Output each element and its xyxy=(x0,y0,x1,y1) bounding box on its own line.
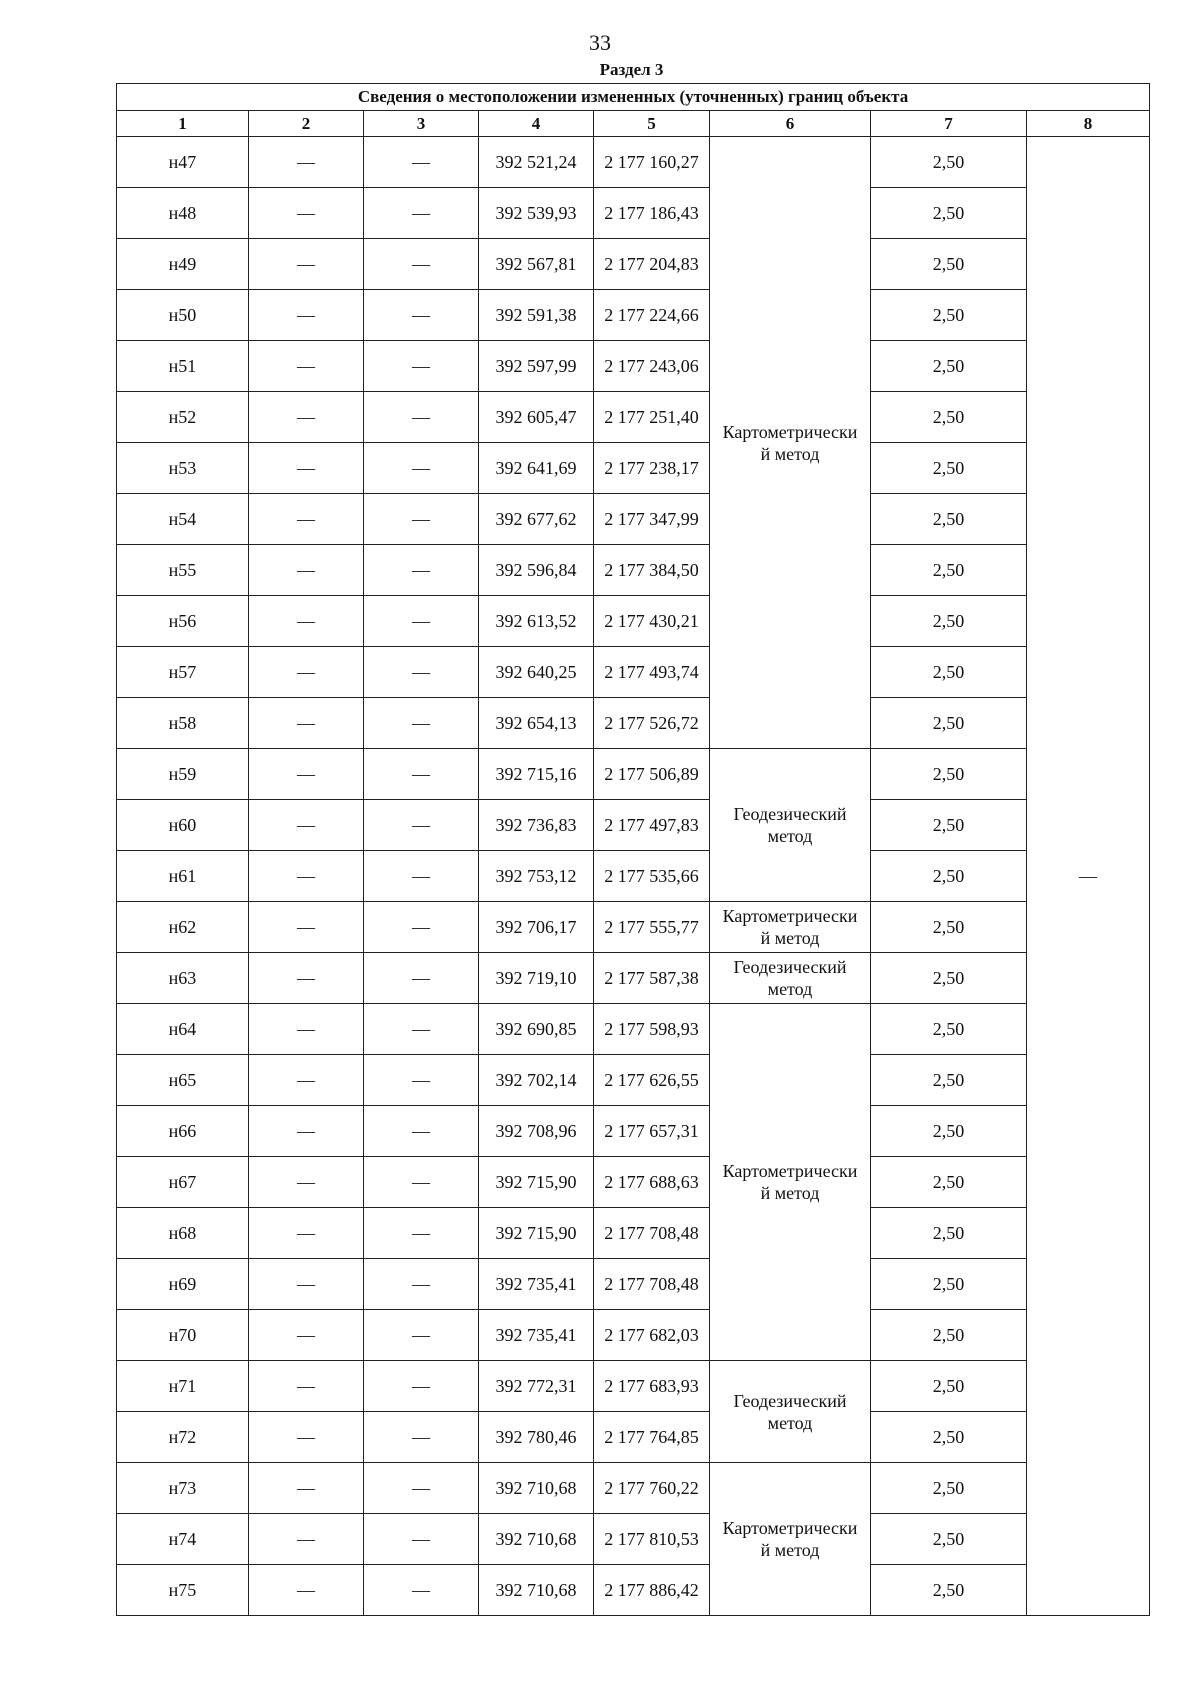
coordinate-y: 2 177 224,66 xyxy=(594,290,710,341)
method-line: метод xyxy=(767,826,813,846)
column-number: 8 xyxy=(1027,111,1150,137)
coordinate-x: 392 567,81 xyxy=(479,239,594,290)
accuracy: 2,50 xyxy=(871,1412,1027,1463)
table-row xyxy=(117,1208,1150,1259)
col2-dash: — xyxy=(249,1055,364,1106)
col2-dash: — xyxy=(249,647,364,698)
coordinate-x: 392 654,13 xyxy=(479,698,594,749)
col3-dash: — xyxy=(364,596,479,647)
col3-dash: — xyxy=(364,1208,479,1259)
col2-dash: — xyxy=(249,1259,364,1310)
point-id: н64 xyxy=(117,1004,249,1055)
point-id: н72 xyxy=(117,1412,249,1463)
coordinate-x: 392 641,69 xyxy=(479,443,594,494)
col2-dash: — xyxy=(249,698,364,749)
method-line: Картометрически xyxy=(722,906,858,926)
table-row xyxy=(117,1361,1150,1412)
table-row xyxy=(117,1412,1150,1463)
accuracy: 2,50 xyxy=(871,341,1027,392)
table-row xyxy=(117,239,1150,290)
accuracy: 2,50 xyxy=(871,596,1027,647)
coordinate-y: 2 177 238,17 xyxy=(594,443,710,494)
point-id: н69 xyxy=(117,1259,249,1310)
point-id: н47 xyxy=(117,137,249,188)
coordinate-x: 392 710,68 xyxy=(479,1514,594,1565)
coordinate-x: 392 708,96 xyxy=(479,1106,594,1157)
accuracy: 2,50 xyxy=(871,1157,1027,1208)
method-line: метод xyxy=(767,979,813,999)
coordinate-x: 392 735,41 xyxy=(479,1310,594,1361)
point-id: н73 xyxy=(117,1463,249,1514)
col2-dash: — xyxy=(249,545,364,596)
point-id: н54 xyxy=(117,494,249,545)
col3-dash: — xyxy=(364,953,479,1004)
coordinate-x: 392 596,84 xyxy=(479,545,594,596)
col2-dash: — xyxy=(249,1412,364,1463)
coordinate-x: 392 736,83 xyxy=(479,800,594,851)
point-id: н49 xyxy=(117,239,249,290)
method-cell xyxy=(710,137,871,749)
accuracy: 2,50 xyxy=(871,137,1027,188)
col3-dash: — xyxy=(364,137,479,188)
page-number: 33 xyxy=(589,30,611,55)
col3-dash: — xyxy=(364,290,479,341)
accuracy: 2,50 xyxy=(871,902,1027,953)
coordinate-y: 2 177 204,83 xyxy=(594,239,710,290)
col2-dash: — xyxy=(249,392,364,443)
coordinate-x: 392 591,38 xyxy=(479,290,594,341)
point-id: н60 xyxy=(117,800,249,851)
col3-dash: — xyxy=(364,494,479,545)
col3-dash: — xyxy=(364,698,479,749)
point-id: н65 xyxy=(117,1055,249,1106)
accuracy: 2,50 xyxy=(871,749,1027,800)
coordinate-y: 2 177 555,77 xyxy=(594,902,710,953)
col3-dash: — xyxy=(364,647,479,698)
col3-dash: — xyxy=(364,902,479,953)
col2-dash: — xyxy=(249,1514,364,1565)
coordinate-x: 392 605,47 xyxy=(479,392,594,443)
method-cell xyxy=(710,749,871,902)
table-row xyxy=(117,1004,1150,1055)
column-number: 7 xyxy=(871,111,1027,137)
accuracy: 2,50 xyxy=(871,1055,1027,1106)
point-id: н51 xyxy=(117,341,249,392)
accuracy: 2,50 xyxy=(871,698,1027,749)
method-line: Картометрически xyxy=(722,1161,858,1181)
coordinate-y: 2 177 810,53 xyxy=(594,1514,710,1565)
coordinate-y: 2 177 497,83 xyxy=(594,800,710,851)
point-id: н62 xyxy=(117,902,249,953)
section-title: Раздел 3 xyxy=(599,60,664,79)
coordinate-y: 2 177 682,03 xyxy=(594,1310,710,1361)
coordinate-y: 2 177 160,27 xyxy=(594,137,710,188)
coordinate-x: 392 521,24 xyxy=(479,137,594,188)
col3-dash: — xyxy=(364,1463,479,1514)
point-id: н55 xyxy=(117,545,249,596)
col3-dash: — xyxy=(364,749,479,800)
table-row xyxy=(117,443,1150,494)
accuracy: 2,50 xyxy=(871,1106,1027,1157)
table-caption: Сведения о местоположении измененных (уточненных) границ объекта xyxy=(117,84,1150,111)
column-number: 5 xyxy=(594,111,710,137)
accuracy: 2,50 xyxy=(871,953,1027,1004)
col3-dash: — xyxy=(364,239,479,290)
table-row xyxy=(117,1514,1150,1565)
col2-dash: — xyxy=(249,749,364,800)
coordinate-x: 392 715,90 xyxy=(479,1157,594,1208)
table-row xyxy=(117,596,1150,647)
column8-cell: — xyxy=(1027,137,1150,1616)
column-number: 6 xyxy=(710,111,871,137)
accuracy: 2,50 xyxy=(871,800,1027,851)
table-row xyxy=(117,1463,1150,1514)
coordinate-y: 2 177 683,93 xyxy=(594,1361,710,1412)
col2-dash: — xyxy=(249,1208,364,1259)
col2-dash: — xyxy=(249,800,364,851)
method-line: Картометрически xyxy=(722,421,858,442)
table-row xyxy=(117,953,1150,1004)
accuracy: 2,50 xyxy=(871,1208,1027,1259)
col2-dash: — xyxy=(249,953,364,1004)
accuracy: 2,50 xyxy=(871,1514,1027,1565)
coordinate-y: 2 177 598,93 xyxy=(594,1004,710,1055)
coordinate-x: 392 772,31 xyxy=(479,1361,594,1412)
point-id: н48 xyxy=(117,188,249,239)
point-id: н57 xyxy=(117,647,249,698)
coordinate-y: 2 177 760,22 xyxy=(594,1463,710,1514)
column-number: 2 xyxy=(249,111,364,137)
col3-dash: — xyxy=(364,392,479,443)
col3-dash: — xyxy=(364,1361,479,1412)
column-number: 1 xyxy=(117,111,249,137)
column-number-row xyxy=(117,111,1150,137)
coordinate-y: 2 177 526,72 xyxy=(594,698,710,749)
coordinate-x: 392 710,68 xyxy=(479,1565,594,1616)
col2-dash: — xyxy=(249,1310,364,1361)
table-row xyxy=(117,1259,1150,1310)
table-row xyxy=(117,749,1150,800)
point-id: н63 xyxy=(117,953,249,1004)
point-id: н70 xyxy=(117,1310,249,1361)
coordinate-y: 2 177 708,48 xyxy=(594,1259,710,1310)
coordinate-y: 2 177 430,21 xyxy=(594,596,710,647)
accuracy: 2,50 xyxy=(871,647,1027,698)
accuracy: 2,50 xyxy=(871,188,1027,239)
col3-dash: — xyxy=(364,800,479,851)
coordinate-x: 392 780,46 xyxy=(479,1412,594,1463)
coordinate-x: 392 719,10 xyxy=(479,953,594,1004)
table-body xyxy=(117,137,1150,1616)
table-row xyxy=(117,1055,1150,1106)
accuracy: 2,50 xyxy=(871,545,1027,596)
coordinate-y: 2 177 764,85 xyxy=(594,1412,710,1463)
col3-dash: — xyxy=(364,1514,479,1565)
point-id: н67 xyxy=(117,1157,249,1208)
col2-dash: — xyxy=(249,341,364,392)
col3-dash: — xyxy=(364,1310,479,1361)
accuracy: 2,50 xyxy=(871,1565,1027,1616)
point-id: н66 xyxy=(117,1106,249,1157)
coordinate-y: 2 177 708,48 xyxy=(594,1208,710,1259)
table-row xyxy=(117,1157,1150,1208)
col2-dash: — xyxy=(249,188,364,239)
coordinate-x: 392 690,85 xyxy=(479,1004,594,1055)
coordinate-y: 2 177 587,38 xyxy=(594,953,710,1004)
accuracy: 2,50 xyxy=(871,1310,1027,1361)
method-cell xyxy=(710,1361,871,1463)
method-line: Геодезический xyxy=(733,957,847,977)
table-row xyxy=(117,1106,1150,1157)
table-row xyxy=(117,494,1150,545)
col2-dash: — xyxy=(249,290,364,341)
method-line: й метод xyxy=(760,928,820,948)
method-line: й метод xyxy=(760,1183,820,1203)
coordinate-x: 392 597,99 xyxy=(479,341,594,392)
col2-dash: — xyxy=(249,239,364,290)
col3-dash: — xyxy=(364,851,479,902)
col3-dash: — xyxy=(364,188,479,239)
method-line: метод xyxy=(767,1412,813,1433)
coordinate-y: 2 177 251,40 xyxy=(594,392,710,443)
point-id: н61 xyxy=(117,851,249,902)
col2-dash: — xyxy=(249,494,364,545)
table-row xyxy=(117,698,1150,749)
table-row xyxy=(117,137,1150,188)
col3-dash: — xyxy=(364,1106,479,1157)
table-row xyxy=(117,188,1150,239)
accuracy: 2,50 xyxy=(871,1463,1027,1514)
table-row xyxy=(117,545,1150,596)
col3-dash: — xyxy=(364,1565,479,1616)
coordinate-x: 392 539,93 xyxy=(479,188,594,239)
boundary-coordinates-table xyxy=(116,83,1150,1616)
col2-dash: — xyxy=(249,596,364,647)
coordinate-y: 2 177 506,89 xyxy=(594,749,710,800)
table-row xyxy=(117,1565,1150,1616)
point-id: н56 xyxy=(117,596,249,647)
col3-dash: — xyxy=(364,443,479,494)
col2-dash: — xyxy=(249,443,364,494)
col3-dash: — xyxy=(364,341,479,392)
table-row xyxy=(117,902,1150,953)
coordinate-y: 2 177 347,99 xyxy=(594,494,710,545)
column-number: 3 xyxy=(364,111,479,137)
table-row xyxy=(117,647,1150,698)
coordinate-x: 392 677,62 xyxy=(479,494,594,545)
col2-dash: — xyxy=(249,1106,364,1157)
coordinate-x: 392 753,12 xyxy=(479,851,594,902)
coordinate-x: 392 706,17 xyxy=(479,902,594,953)
coordinate-x: 392 715,16 xyxy=(479,749,594,800)
method-line: й метод xyxy=(760,443,820,464)
coordinate-x: 392 715,90 xyxy=(479,1208,594,1259)
coordinate-x: 392 702,14 xyxy=(479,1055,594,1106)
method-cell xyxy=(710,1004,871,1361)
col2-dash: — xyxy=(249,902,364,953)
col3-dash: — xyxy=(364,1157,479,1208)
accuracy: 2,50 xyxy=(871,1259,1027,1310)
table-row xyxy=(117,851,1150,902)
coordinate-y: 2 177 243,06 xyxy=(594,341,710,392)
coordinate-y: 2 177 384,50 xyxy=(594,545,710,596)
column-number: 4 xyxy=(479,111,594,137)
col3-dash: — xyxy=(364,545,479,596)
accuracy: 2,50 xyxy=(871,1361,1027,1412)
method-cell xyxy=(710,902,871,953)
point-id: н52 xyxy=(117,392,249,443)
point-id: н68 xyxy=(117,1208,249,1259)
point-id: н59 xyxy=(117,749,249,800)
col3-dash: — xyxy=(364,1004,479,1055)
method-line: Геодезический xyxy=(733,804,847,824)
method-line: Геодезический xyxy=(733,1390,847,1411)
coordinate-y: 2 177 493,74 xyxy=(594,647,710,698)
method-line: й метод xyxy=(760,1540,820,1560)
col2-dash: — xyxy=(249,1565,364,1616)
point-id: н71 xyxy=(117,1361,249,1412)
coordinate-y: 2 177 657,31 xyxy=(594,1106,710,1157)
col2-dash: — xyxy=(249,1157,364,1208)
method-line: Картометрически xyxy=(722,1518,858,1538)
coordinate-y: 2 177 688,63 xyxy=(594,1157,710,1208)
table-row xyxy=(117,290,1150,341)
col2-dash: — xyxy=(249,851,364,902)
coordinate-y: 2 177 535,66 xyxy=(594,851,710,902)
col2-dash: — xyxy=(249,1004,364,1055)
coordinate-x: 392 710,68 xyxy=(479,1463,594,1514)
col3-dash: — xyxy=(364,1412,479,1463)
accuracy: 2,50 xyxy=(871,290,1027,341)
accuracy: 2,50 xyxy=(871,443,1027,494)
accuracy: 2,50 xyxy=(871,392,1027,443)
method-cell xyxy=(710,1463,871,1616)
col2-dash: — xyxy=(249,1463,364,1514)
table-row xyxy=(117,1310,1150,1361)
coordinate-x: 392 640,25 xyxy=(479,647,594,698)
table-row xyxy=(117,392,1150,443)
accuracy: 2,50 xyxy=(871,494,1027,545)
coordinate-x: 392 735,41 xyxy=(479,1259,594,1310)
point-id: н74 xyxy=(117,1514,249,1565)
accuracy: 2,50 xyxy=(871,851,1027,902)
point-id: н53 xyxy=(117,443,249,494)
accuracy: 2,50 xyxy=(871,239,1027,290)
coordinate-y: 2 177 886,42 xyxy=(594,1565,710,1616)
method-cell xyxy=(710,953,871,1004)
coordinate-x: 392 613,52 xyxy=(479,596,594,647)
coordinate-y: 2 177 186,43 xyxy=(594,188,710,239)
point-id: н58 xyxy=(117,698,249,749)
col3-dash: — xyxy=(364,1055,479,1106)
col2-dash: — xyxy=(249,1361,364,1412)
accuracy: 2,50 xyxy=(871,1004,1027,1055)
col2-dash: — xyxy=(249,137,364,188)
table-row xyxy=(117,341,1150,392)
col3-dash: — xyxy=(364,1259,479,1310)
table-row xyxy=(117,800,1150,851)
point-id: н75 xyxy=(117,1565,249,1616)
coordinate-y: 2 177 626,55 xyxy=(594,1055,710,1106)
point-id: н50 xyxy=(117,290,249,341)
